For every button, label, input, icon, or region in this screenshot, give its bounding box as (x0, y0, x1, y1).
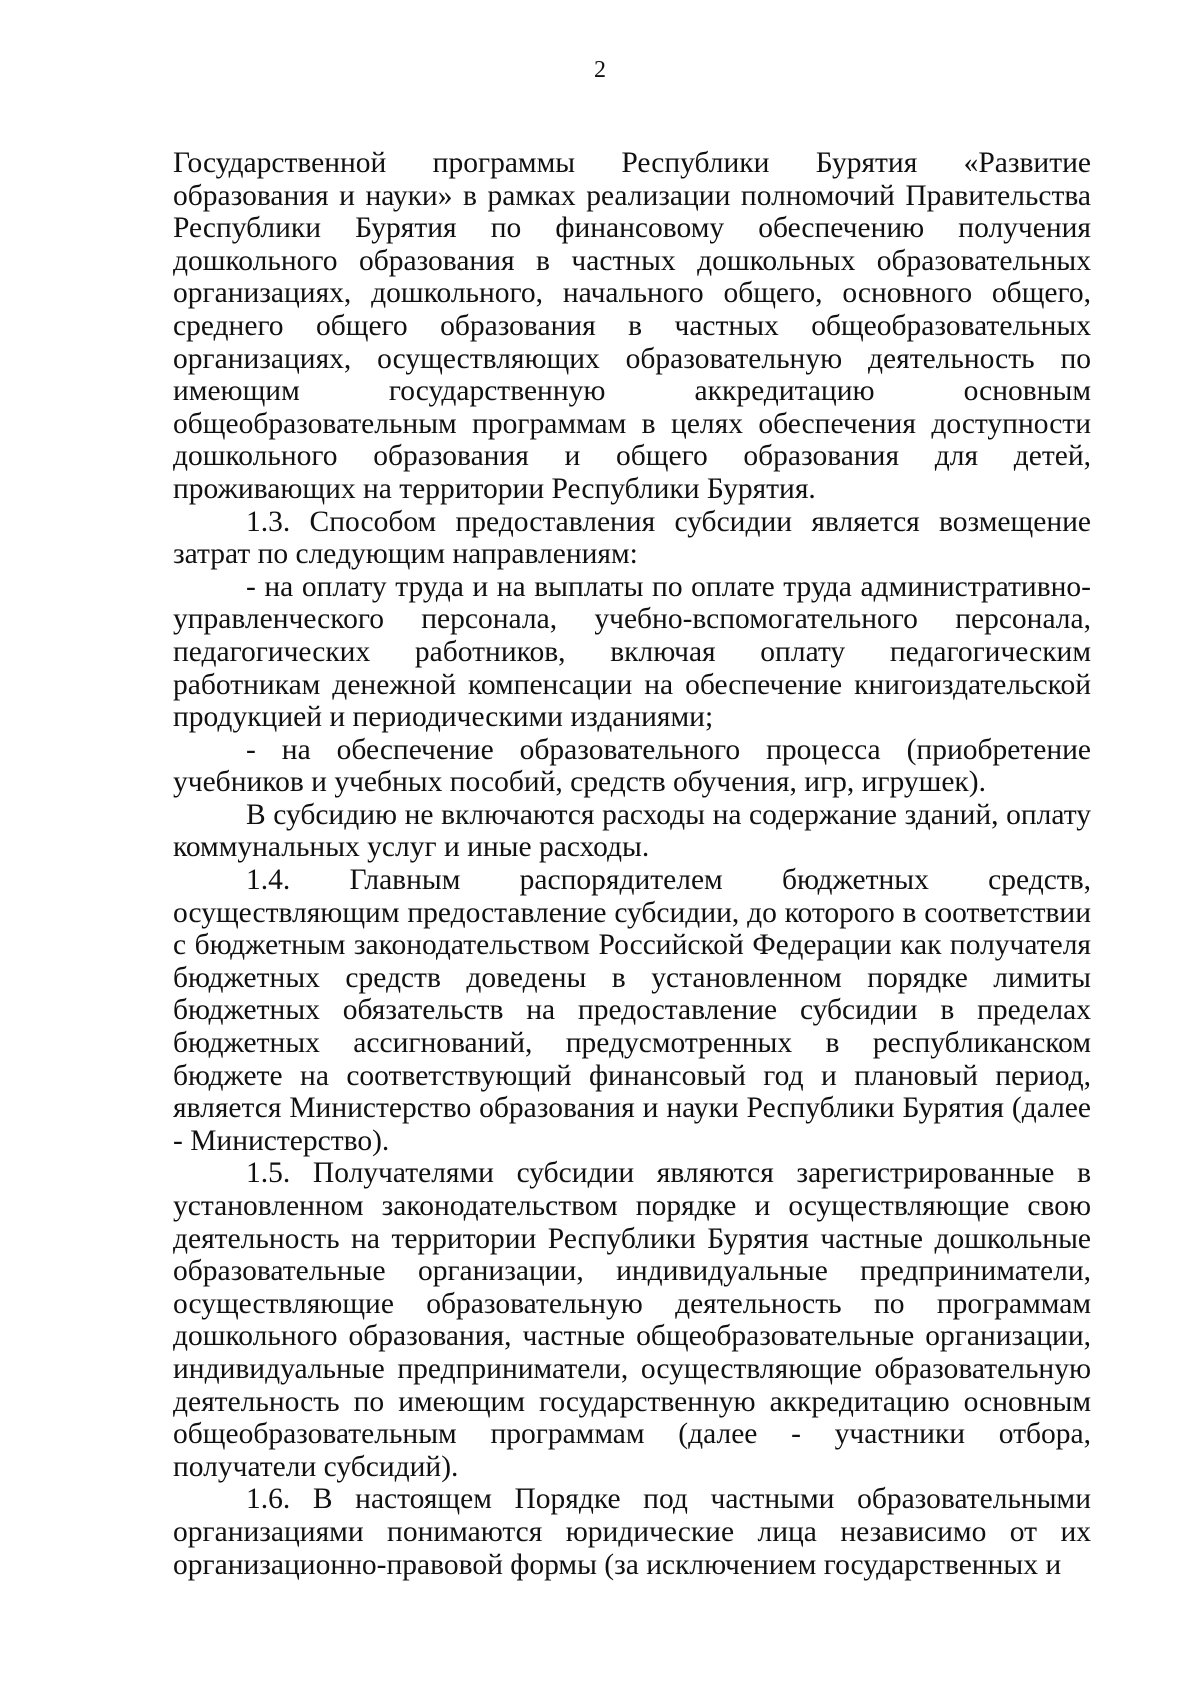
paragraph-1-4: 1.4. Главным распорядителем бюджетных средств, осуществляющим предоставление субсидии, до которого в соответствии с бюджетным законодательством Российской Федерации как получателя бюджетных средств доведены в установленном порядке лимиты бюджетных обязательств на предоставление субсидии в пределах бюджетных ассигнований, предусмотренных в республиканском бюджете на соответствующий финансовый год и плановый период, является Министерство образования и науки Республики Бурятия (далее - Министерство). (173, 864, 1091, 1157)
page-number: 2 (594, 57, 606, 83)
paragraph-continuation: Государственной программы Республики Бурятия «Развитие образования и науки» в рамках реализации полномочий Правительства Республики Бурятия по финансовому обеспечению получения дошкольного образования в частных дошкольных образовательных организациях, дошкольного, начального общего, основного общего, среднего общего образования в частных общеобразовательных организациях, осуществляющих образовательную деятельность по имеющим государственную аккредитацию основным общеобразовательным программам в целях обеспечения доступности дошкольного образования и общего образования для детей, проживающих на территории Республики Бурятия. (173, 147, 1091, 505)
paragraph-1-3: 1.3. Способом предоставления субсидии является возмещение затрат по следующим направлениям: (173, 505, 1091, 571)
document-body (173, 147, 1091, 1581)
paragraph-exclusions: В субсидию не включаются расходы на содержание зданий, оплату коммунальных услуг и иные расходы. (173, 798, 1091, 864)
paragraph-list-item-labor: - на оплату труда и на выплаты по оплате труда административно-управленческого персонала, учебно-вспомогательного персонала, педагогических работников, включая оплату педагогическим работникам денежной компенсации на обеспечение книгоиздательской продукцией и периодическими изданиями; (173, 570, 1091, 734)
paragraph-list-item-process: - на обеспечение образовательного процесса (приобретение учебников и учебных пособий, средств обучения, игр, игрушек). (173, 733, 1091, 799)
paragraph-1-5: 1.5. Получателями субсидии являются зарегистрированные в установленном законодательством порядке и осуществляющие свою деятельность на территории Республики Бурятия частные дошкольные образовательные организации, индивидуальные предприниматели, осуществляющие образовательную деятельность по программам дошкольного образования, частные общеобразовательные организации, индивидуальные предприниматели, осуществляющие образовательную деятельность по имеющим государственную аккредитацию основным общеобразовательным программам (далее - участники отбора, получатели субсидий). (173, 1157, 1091, 1483)
paragraph-1-6: 1.6. В настоящем Порядке под частными образовательными организациями понимаются юридические лица независимо от их организационно-правовой формы (за исключением государственных и (173, 1483, 1091, 1581)
